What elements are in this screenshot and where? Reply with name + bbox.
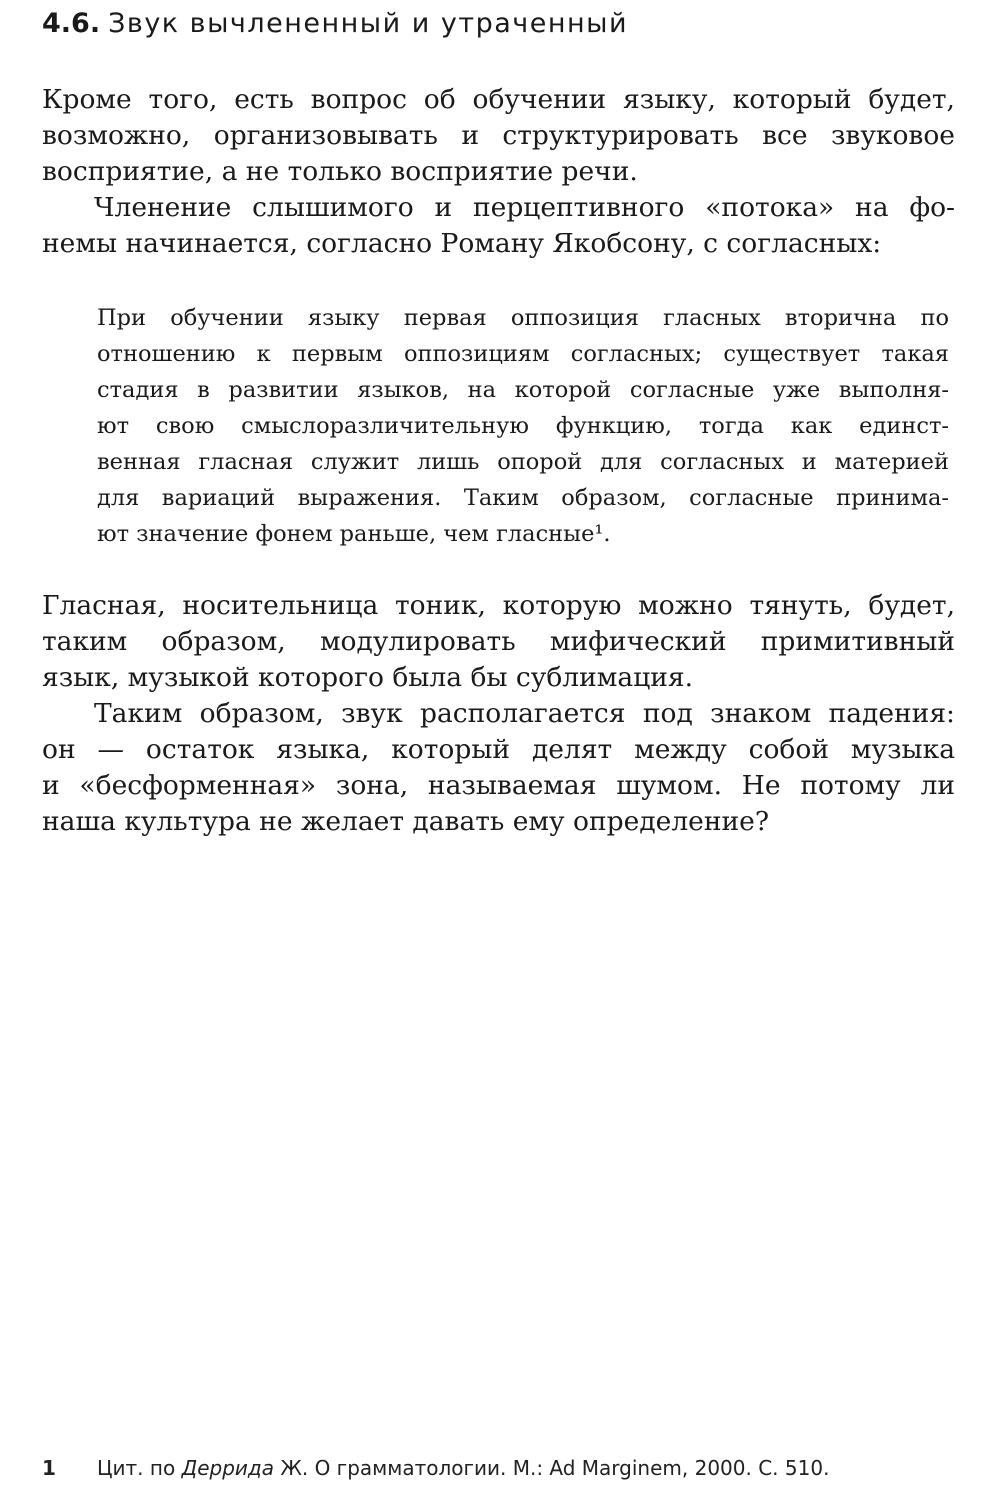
footnote-text: Ж. О грамматологии. М.: Ad Marginem, 2000. С. 510. [273, 1456, 830, 1480]
text-line: Членение слышимого и перцептивного «потока» на фо- [94, 192, 955, 223]
text-line: таким образом, модулировать мифический примитивный [42, 626, 955, 657]
text-line: возможно, организовывать и структурировать все звуковое [42, 120, 955, 151]
text-line: Таким образом, звук располагается под знаком падения: [94, 698, 955, 729]
footnote [42, 1456, 829, 1480]
section-number: 4.6. [42, 8, 101, 39]
text-line: восприятие, а не только восприятие речи. [42, 156, 638, 187]
text-line: немы начинается, согласно Роману Якобсону, с согласных: [42, 228, 882, 259]
quote-line: ют значение фонем раньше, чем гласные¹. [97, 521, 611, 547]
quote-line: При обучении языку первая оппозиция гласных вторична по [97, 305, 949, 331]
body-text-after-quote [42, 588, 955, 840]
body-text-before-quote [42, 82, 955, 262]
text-line: и «бесформенная» зона, называемая шумом. Не потому ли [42, 770, 955, 801]
quote-line: ют свою смыслоразличительную функцию, тогда как единст- [97, 413, 949, 439]
quote-line: венная гласная служит лишь опорой для согласных и материей [97, 449, 949, 475]
quote-line: отношению к первым оппозициям согласных; существует такая [97, 341, 949, 367]
section-heading [42, 8, 628, 39]
block-quote [97, 300, 949, 552]
text-line: язык, музыкой которого была бы сублимация. [42, 662, 694, 693]
footnote-prefix: Цит. по [97, 1456, 182, 1480]
footnote-number: 1 [42, 1456, 56, 1480]
section-title: Звук вычлененный и утраченный [108, 8, 629, 39]
footnote-author: Деррида [181, 1456, 274, 1480]
quote-line: для вариаций выражения. Таким образом, согласные принима- [97, 485, 949, 511]
text-line: он — остаток языка, который делят между собой музыка [42, 734, 955, 765]
text-line: Гласная, носительница тоник, которую можно тянуть, будет, [42, 590, 955, 621]
quote-line: стадия в развитии языков, на которой согласные уже выполня- [97, 377, 949, 403]
text-line: Кроме того, есть вопрос об обучении языку, который будет, [42, 84, 955, 115]
text-line: наша культура не желает давать ему определение? [42, 806, 770, 837]
